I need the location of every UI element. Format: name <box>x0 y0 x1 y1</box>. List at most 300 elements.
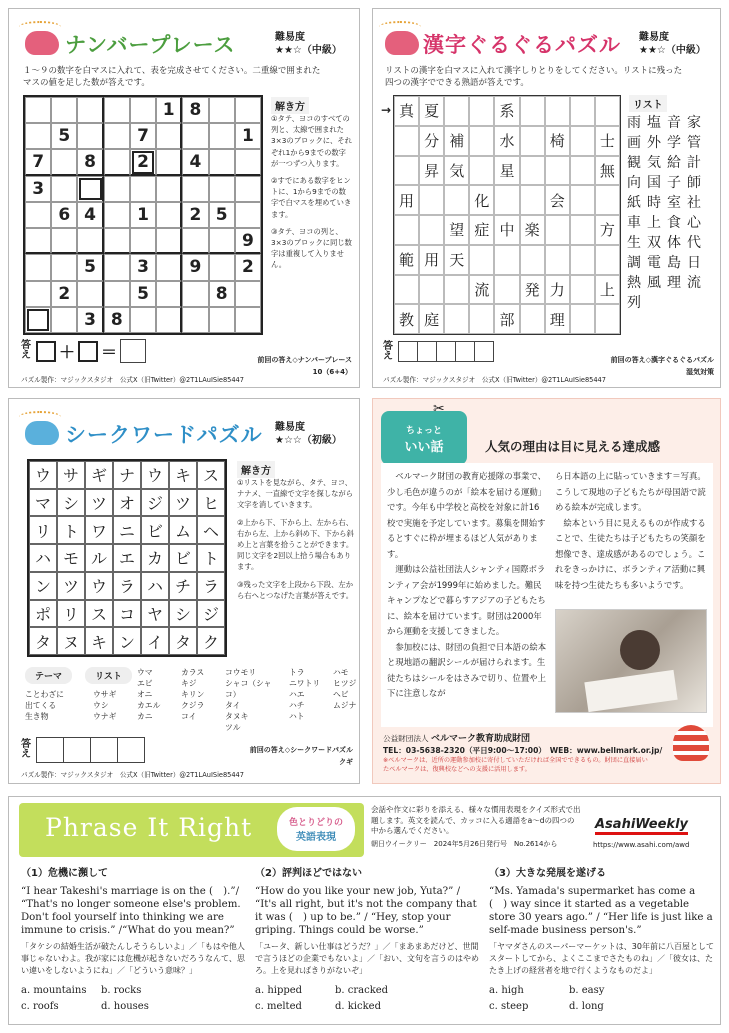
word-list-item: ハモ <box>333 668 349 677</box>
kanji-cell: 楽 <box>520 215 545 245</box>
question-text: “How do you like your new job, Yuta?” / “It's all right, but it's not the company that it was ( ) up to be.” / “Hey, stop your griping. Things could be worse.” <box>255 886 477 936</box>
question-block <box>21 867 246 1013</box>
difficulty <box>275 421 342 447</box>
sudoku-cell[interactable] <box>209 149 235 175</box>
sudoku-cell[interactable] <box>104 228 130 254</box>
kanji-list <box>627 113 707 313</box>
org-name: ベルマーク教育助成財団 <box>430 734 530 744</box>
word-cell[interactable]: リ <box>29 516 57 544</box>
word-cell[interactable]: ラ <box>197 572 225 600</box>
word-cell[interactable]: ヘ <box>197 516 225 544</box>
word-cell[interactable]: ウ <box>85 572 113 600</box>
kanji-cell[interactable] <box>595 96 620 126</box>
sudoku-cell[interactable] <box>25 97 51 123</box>
phrase-badge <box>277 807 355 851</box>
kanji-list-item: 室 <box>667 195 681 211</box>
word-cell[interactable]: ビ <box>141 516 169 544</box>
brain-logo-icon <box>385 31 419 55</box>
word-list-item: ニワトリ <box>289 679 321 688</box>
kanji-cell[interactable] <box>494 245 519 275</box>
word-cell[interactable]: ハ <box>141 572 169 600</box>
kanji-puzzle-panel <box>372 8 721 388</box>
sudoku-cell[interactable] <box>209 176 235 202</box>
instructions: リストの漢字を白マスに入れて漢字しりとりをしてください。リストに残った四つの漢字でできる熟語が答えです。 <box>385 66 683 88</box>
word-list-item: エビ <box>137 679 153 688</box>
kanji-cell[interactable] <box>595 245 620 275</box>
kanji-cell[interactable] <box>595 185 620 215</box>
sudoku-cell[interactable] <box>156 307 182 333</box>
word-cell[interactable]: リ <box>57 600 85 628</box>
word-cell[interactable]: マ <box>29 489 57 517</box>
sudoku-cell: 3 <box>25 176 51 202</box>
equals-sign: ＝ <box>100 342 117 362</box>
instructions: １～９の数字を白マスに入れて、表を完成させてください。二重線で囲まれたマスの値を足した数が答えです。 <box>23 66 321 88</box>
word-cell[interactable]: ス <box>85 600 113 628</box>
prev-label: 前回の答え◇ナンバープレース <box>257 356 352 364</box>
prev-answer: クギ <box>339 758 353 766</box>
kanji-cell: 症 <box>469 215 494 245</box>
word-list-item: コイ <box>181 712 197 721</box>
kanji-list-item: 流 <box>687 275 701 291</box>
answer-box[interactable] <box>90 737 118 763</box>
sudoku-cell[interactable] <box>156 176 182 202</box>
sudoku-cell[interactable] <box>235 307 261 333</box>
kanji-cell[interactable] <box>494 185 519 215</box>
brand-url[interactable]: https://www.asahi.com/awd <box>593 841 690 849</box>
kanji-cell[interactable] <box>520 126 545 156</box>
sudoku-cell[interactable] <box>156 254 182 280</box>
word-cell[interactable]: キ <box>85 627 113 655</box>
kanji-cell: 系 <box>494 96 519 126</box>
sudoku-cell[interactable] <box>104 202 130 228</box>
kanji-cell[interactable] <box>520 185 545 215</box>
kanji-cell: 上 <box>595 275 620 305</box>
choice-option[interactable]: b. cracked <box>335 985 389 996</box>
kanji-cell[interactable] <box>394 156 419 186</box>
word-list-item: タヌキ <box>225 712 249 721</box>
kanji-list-item: 熱 <box>627 275 641 291</box>
sudoku-cell: 6 <box>51 202 77 228</box>
word-list-item: カエル <box>137 701 161 710</box>
kanji-cell[interactable] <box>570 245 595 275</box>
sudoku-cell[interactable] <box>77 123 103 149</box>
sudoku-cell[interactable] <box>130 228 156 254</box>
howto-text <box>271 113 353 277</box>
word-cell[interactable]: ム <box>169 516 197 544</box>
kanji-cell[interactable] <box>520 304 545 334</box>
prev-label: 前回の答え◇シークワードパズル <box>249 746 353 754</box>
choice-option[interactable]: c. steep <box>489 1001 529 1012</box>
kanji-list-item: 向 <box>627 175 641 191</box>
kanji-cell[interactable] <box>469 96 494 126</box>
kanji-list-item: 外 <box>647 135 661 151</box>
word-cell[interactable]: オ <box>113 489 141 517</box>
word-list-item: カニ <box>137 712 153 721</box>
word-cell[interactable]: ヤ <box>141 600 169 628</box>
prev-label: 前回の答え◇漢字ぐるぐるパズル <box>610 356 714 364</box>
word-cell[interactable]: ヌ <box>57 627 85 655</box>
kanji-cell: 会 <box>545 185 570 215</box>
word-list-column <box>137 667 173 733</box>
word-cell[interactable]: ビ <box>169 544 197 572</box>
word-cell[interactable]: ニ <box>113 516 141 544</box>
word-list-item: オニ <box>137 690 153 699</box>
sudoku-cell[interactable] <box>156 123 182 149</box>
word-cell[interactable]: カ <box>141 544 169 572</box>
word-cell[interactable]: ヒ <box>197 489 225 517</box>
word-cell[interactable]: ク <box>197 627 225 655</box>
sudoku-cell[interactable] <box>235 281 261 307</box>
kanji-cell[interactable] <box>444 185 469 215</box>
scissors-icon: ✂ <box>433 401 445 417</box>
sudoku-cell: 8 <box>209 281 235 307</box>
sudoku-cell[interactable] <box>235 202 261 228</box>
sudoku-cell[interactable] <box>209 254 235 280</box>
prev-answer: 10（6+4） <box>312 368 352 376</box>
kanji-cell: 方 <box>595 215 620 245</box>
sudoku-cell: 7 <box>25 149 51 175</box>
sudoku-cell[interactable] <box>104 97 130 123</box>
word-list-column <box>225 667 281 733</box>
sudoku-cell[interactable] <box>182 228 208 254</box>
sudoku-cell[interactable] <box>51 149 77 175</box>
word-cell[interactable]: チ <box>169 572 197 600</box>
sudoku-cell[interactable] <box>182 281 208 307</box>
kanji-list-item: 師 <box>687 175 701 191</box>
choice-option[interactable]: a. hipped <box>255 985 303 996</box>
answer-label: 答え <box>383 340 393 362</box>
sudoku-cell[interactable] <box>77 281 103 307</box>
kanji-cell[interactable] <box>570 126 595 156</box>
kanji-cell[interactable] <box>469 245 494 275</box>
word-cell[interactable]: イ <box>141 627 169 655</box>
kanji-cell[interactable] <box>545 245 570 275</box>
sudoku-cell: 4 <box>182 149 208 175</box>
difficulty-label: 難易度 <box>275 32 305 43</box>
kanji-cell: 補 <box>444 126 469 156</box>
kanji-cell[interactable] <box>419 275 444 305</box>
word-cell[interactable]: ジ <box>197 600 225 628</box>
sudoku-cell[interactable] <box>104 149 130 175</box>
sudoku-cell[interactable] <box>104 176 130 202</box>
sudoku-cell[interactable] <box>156 281 182 307</box>
sudoku-cell[interactable] <box>25 123 51 149</box>
kanji-cell[interactable] <box>494 275 519 305</box>
kanji-list-item: 学 <box>667 135 681 151</box>
kanji-list-item: 上 <box>647 215 661 231</box>
sudoku-cell[interactable] <box>235 176 261 202</box>
credit: パズル製作：マジックスタジオ 公式X（旧Twitter）@2T1LAuISie85447 <box>21 376 244 384</box>
sudoku-cell[interactable] <box>77 176 103 202</box>
kanji-cell: 望 <box>444 215 469 245</box>
sudoku-cell[interactable] <box>25 254 51 280</box>
start-arrow: → <box>381 103 392 117</box>
kanji-cell[interactable] <box>520 156 545 186</box>
choice-option[interactable]: b. rocks <box>101 985 142 996</box>
sudoku-cell[interactable] <box>104 123 130 149</box>
word-cell[interactable]: シ <box>57 489 85 517</box>
kanji-cell[interactable] <box>520 245 545 275</box>
sudoku-cell[interactable] <box>130 176 156 202</box>
word-cell[interactable]: シ <box>169 600 197 628</box>
sudoku-cell[interactable] <box>77 228 103 254</box>
sudoku-cell: 5 <box>77 254 103 280</box>
sudoku-cell: 8 <box>77 149 103 175</box>
kanji-list-item: 国 <box>647 175 661 191</box>
word-cell[interactable]: ラ <box>113 572 141 600</box>
sudoku-cell[interactable] <box>209 307 235 333</box>
word-cell[interactable]: ト <box>197 544 225 572</box>
kanji-cell[interactable] <box>545 156 570 186</box>
howto-step: ②すでにある数字をヒントに、1から9までの数字で白マスを埋めていきます。 <box>271 176 352 219</box>
word-cell[interactable]: ン <box>29 572 57 600</box>
word-cell[interactable]: ル <box>85 544 113 572</box>
kanji-list-item: 時 <box>647 195 661 211</box>
word-list-item: ヘビ <box>333 690 349 699</box>
sudoku-cell[interactable] <box>77 97 103 123</box>
question-translation: 「ヤマダさんのスーパーマーケットは、30年前に八百屋としてスタートしてから、よくここまでさたものね」／「彼女は、たたき上げの経営者を地で行くようなものだよ」 <box>489 942 714 975</box>
sudoku-cell[interactable] <box>156 228 182 254</box>
kanji-list-item: 心 <box>687 215 701 231</box>
kanji-cell[interactable] <box>469 304 494 334</box>
sudoku-cell: 5 <box>209 202 235 228</box>
sudoku-cell[interactable] <box>51 307 77 333</box>
kanji-cell[interactable] <box>394 215 419 245</box>
kanji-list-item: 画 <box>627 135 641 151</box>
theme-line: 生き物 <box>25 712 49 721</box>
question-block <box>255 867 480 1013</box>
word-cell[interactable]: エ <box>113 544 141 572</box>
kanji-cell[interactable] <box>444 96 469 126</box>
kanji-cell[interactable] <box>570 156 595 186</box>
kanji-cell[interactable] <box>469 156 494 186</box>
kanji-cell[interactable] <box>570 275 595 305</box>
answer-box[interactable] <box>417 341 437 362</box>
choice-option[interactable]: a. high <box>489 985 524 996</box>
story-panel <box>372 398 721 784</box>
word-cell[interactable]: ワ <box>85 516 113 544</box>
kanji-cell: 部 <box>494 304 519 334</box>
brand-logo: AsahiWeekly <box>595 817 688 835</box>
kanji-list-item: 車 <box>627 215 641 231</box>
sudoku-cell[interactable] <box>25 307 51 333</box>
sudoku-cell[interactable] <box>182 176 208 202</box>
kanji-list-item: 社 <box>687 195 701 211</box>
choice-option[interactable]: d. long <box>569 1001 604 1012</box>
kanji-cell[interactable] <box>419 215 444 245</box>
sudoku-cell: 3 <box>77 307 103 333</box>
kanji-cell[interactable] <box>520 96 545 126</box>
kanji-cell[interactable] <box>570 96 595 126</box>
word-cell[interactable]: タ <box>169 627 197 655</box>
word-cell[interactable]: ス <box>197 461 225 489</box>
story-photo <box>555 609 707 713</box>
question-block <box>489 867 714 1013</box>
word-cell[interactable]: ウ <box>141 461 169 489</box>
word-cell[interactable]: キ <box>169 461 197 489</box>
choice-option[interactable]: d. houses <box>101 1001 149 1012</box>
kanji-cell: 天 <box>444 245 469 275</box>
kanji-cell: 発 <box>520 275 545 305</box>
badge-top: ちょっと <box>405 426 442 436</box>
sudoku-cell[interactable] <box>209 228 235 254</box>
answer-box[interactable] <box>78 341 98 362</box>
difficulty-value: ★★☆（中級） <box>275 45 342 56</box>
kanji-cell[interactable] <box>570 304 595 334</box>
kanji-list-item: 双 <box>647 235 661 251</box>
answer-box[interactable] <box>474 341 494 362</box>
word-cell[interactable]: ナ <box>113 461 141 489</box>
question-title: （1）危機に瀕して <box>21 868 108 879</box>
badge-bottom: いい話 <box>404 440 444 455</box>
sudoku-cell[interactable] <box>209 97 235 123</box>
kanji-cell: 流 <box>469 275 494 305</box>
sudoku-cell[interactable] <box>51 97 77 123</box>
story-col-1: ベルマーク財団の教育応援隊の事業で、少し毛色が違うのが「絵本を届ける運動」です。今年も中学校と高校を対象に計16校で実施を予定しています。募集を開始するとすぐに枠が埋まるほど人気があります。 運動は公益社団法人シャンティ国際ボランティア会が1999年に始めました。難民キャンプなどで暮らすアジアの子どもたちに、絵本を届けています。財団は2000年から運動を支援してきました。 参加校には、財団の負担で日本語の絵本と現地語の翻訳シールが届けられます。生徒たちはシールをはさみで切り、位置や上下に注意しなが <box>387 471 547 698</box>
sudoku-cell[interactable] <box>156 202 182 228</box>
word-cell[interactable]: モ <box>57 544 85 572</box>
sudoku-cell[interactable] <box>130 307 156 333</box>
sudoku-cell: 9 <box>235 228 261 254</box>
word-cell[interactable]: ギ <box>85 461 113 489</box>
sudoku-cell: 2 <box>235 254 261 280</box>
word-cell[interactable]: ポ <box>29 600 57 628</box>
sudoku-cell: 2 <box>182 202 208 228</box>
phrase-panel <box>8 796 721 1025</box>
kanji-cell[interactable] <box>545 215 570 245</box>
word-grid <box>27 459 227 657</box>
kanji-cell: 真 <box>394 96 419 126</box>
plus-sign: ＋ <box>58 342 75 362</box>
kanji-list-item: 体 <box>667 235 681 251</box>
word-cell[interactable]: ツ <box>169 489 197 517</box>
answer-box[interactable] <box>36 341 56 362</box>
prev-answer: 湿気対策 <box>686 368 714 376</box>
answer-row <box>21 339 145 363</box>
word-cell[interactable]: ト <box>57 516 85 544</box>
kanji-cell: 範 <box>394 245 419 275</box>
theme-line: ことわざに <box>25 690 64 699</box>
choice-option[interactable]: c. roofs <box>21 1001 59 1012</box>
org-web[interactable]: WEB：www.bellmark.or.jp/ <box>549 746 663 755</box>
choice-option[interactable]: a. mountains <box>21 985 87 996</box>
answer-box[interactable] <box>63 737 91 763</box>
question-text: “Ms. Yamada's supermarket has come a ( ) way since it started as a vegetable store 30 years ago.” / “Her life is just like a self-made business person's.” <box>489 886 713 936</box>
sudoku-cell[interactable] <box>156 149 182 175</box>
choices <box>255 984 480 1013</box>
kanji-list-item: 島 <box>667 255 681 271</box>
word-list-item: ハト <box>289 712 305 721</box>
org-tel: TEL：03-5638-2320（平日9:00～17:00） <box>383 746 543 755</box>
kanji-cell[interactable] <box>595 304 620 334</box>
answer-box[interactable] <box>455 341 475 362</box>
word-list-item: シャコ（シャコ） <box>225 679 272 699</box>
sudoku-cell: 2 <box>130 149 156 175</box>
sudoku-cell: 2 <box>51 281 77 307</box>
word-list-item: ウサギ <box>93 690 117 699</box>
sudoku-cell[interactable] <box>209 123 235 149</box>
sudoku-cell: 1 <box>130 202 156 228</box>
sudoku-cell[interactable] <box>51 254 77 280</box>
word-cell[interactable]: サ <box>57 461 85 489</box>
kanji-cell[interactable] <box>394 126 419 156</box>
answer-box[interactable] <box>398 341 418 362</box>
word-list-item: ウシ <box>93 701 109 710</box>
kanji-cell[interactable] <box>394 275 419 305</box>
sudoku-cell[interactable] <box>25 281 51 307</box>
choice-option[interactable]: c. melted <box>255 1001 302 1012</box>
word-cell[interactable]: ン <box>113 627 141 655</box>
kanji-list-item: 音 <box>667 115 681 131</box>
sudoku-cell[interactable] <box>51 176 77 202</box>
kanji-list-item: 雨 <box>627 115 641 131</box>
answer-box[interactable] <box>436 341 456 362</box>
sudoku-cell: 4 <box>77 202 103 228</box>
answer-box[interactable] <box>120 339 146 363</box>
kanji-cell[interactable] <box>469 126 494 156</box>
kanji-cell[interactable] <box>570 215 595 245</box>
word-cell[interactable]: ハ <box>29 544 57 572</box>
sudoku-cell[interactable] <box>25 228 51 254</box>
word-list-item: タイ <box>225 701 241 710</box>
story-col-2: ら日本語の上に貼っていきます＝写真。こうして現地の子どもたちが母国語で読める絵本が完成します。 絵本という目に見えるものが作成することで、生徒たちは子どもたちの笑顔を想像でき、達成感があるのでしょう。これをきっかけに、ボランティア活動に興味を持つ生徒たちも多いようです。 <box>555 471 706 590</box>
sudoku-cell[interactable] <box>25 202 51 228</box>
kanji-cell[interactable] <box>545 96 570 126</box>
answer-box[interactable] <box>117 737 145 763</box>
word-cell[interactable]: ウ <box>29 461 57 489</box>
sudoku-cell[interactable] <box>182 307 208 333</box>
choice-option[interactable]: d. kicked <box>335 1001 381 1012</box>
howto-step: ③残った文字を上段から下段、左から右へとつなげた言葉が答えです。 <box>237 579 354 600</box>
word-cell[interactable]: ツ <box>57 572 85 600</box>
word-cell[interactable]: タ <box>29 627 57 655</box>
answer-label: 答え <box>21 340 31 361</box>
kanji-puzzle-title: 漢字ぐるぐるパズル <box>423 33 621 57</box>
sudoku-cell[interactable] <box>104 254 130 280</box>
previous-answer <box>227 355 352 377</box>
kanji-list-item: 生 <box>627 235 641 251</box>
kanji-list-item: 代 <box>687 235 701 251</box>
kanji-cell[interactable] <box>444 275 469 305</box>
sudoku-cell[interactable] <box>104 281 130 307</box>
kanji-cell[interactable] <box>419 185 444 215</box>
sudoku-cell: 5 <box>51 123 77 149</box>
hermit-crab-icon <box>673 725 709 761</box>
kanji-list-item: 気 <box>647 155 661 171</box>
kanji-list-item: 計 <box>687 155 701 171</box>
word-cell[interactable]: コ <box>113 600 141 628</box>
choice-option[interactable]: b. easy <box>569 985 605 996</box>
credit: パズル製作：マジックスタジオ 公式X（旧Twitter）@2T1LAuISie85447 <box>383 376 606 384</box>
brain-logo-icon <box>25 31 59 55</box>
sudoku-cell: 1 <box>235 123 261 149</box>
kanji-list-item: 家 <box>687 115 701 131</box>
sudoku-cell[interactable] <box>130 97 156 123</box>
sudoku-cell[interactable] <box>235 97 261 123</box>
kanji-cell[interactable] <box>444 304 469 334</box>
sudoku-cell[interactable] <box>235 149 261 175</box>
badge-line-2: 英語表現 <box>296 832 336 843</box>
answer-box[interactable] <box>36 737 64 763</box>
kanji-cell[interactable] <box>570 185 595 215</box>
word-cell[interactable]: ジ <box>141 489 169 517</box>
sudoku-cell: 8 <box>182 97 208 123</box>
sudoku-cell[interactable] <box>51 228 77 254</box>
sudoku-grid <box>23 95 263 335</box>
number-place-title: ナンバープレース <box>65 33 236 57</box>
sudoku-cell[interactable] <box>182 123 208 149</box>
word-cell[interactable]: ツ <box>85 489 113 517</box>
